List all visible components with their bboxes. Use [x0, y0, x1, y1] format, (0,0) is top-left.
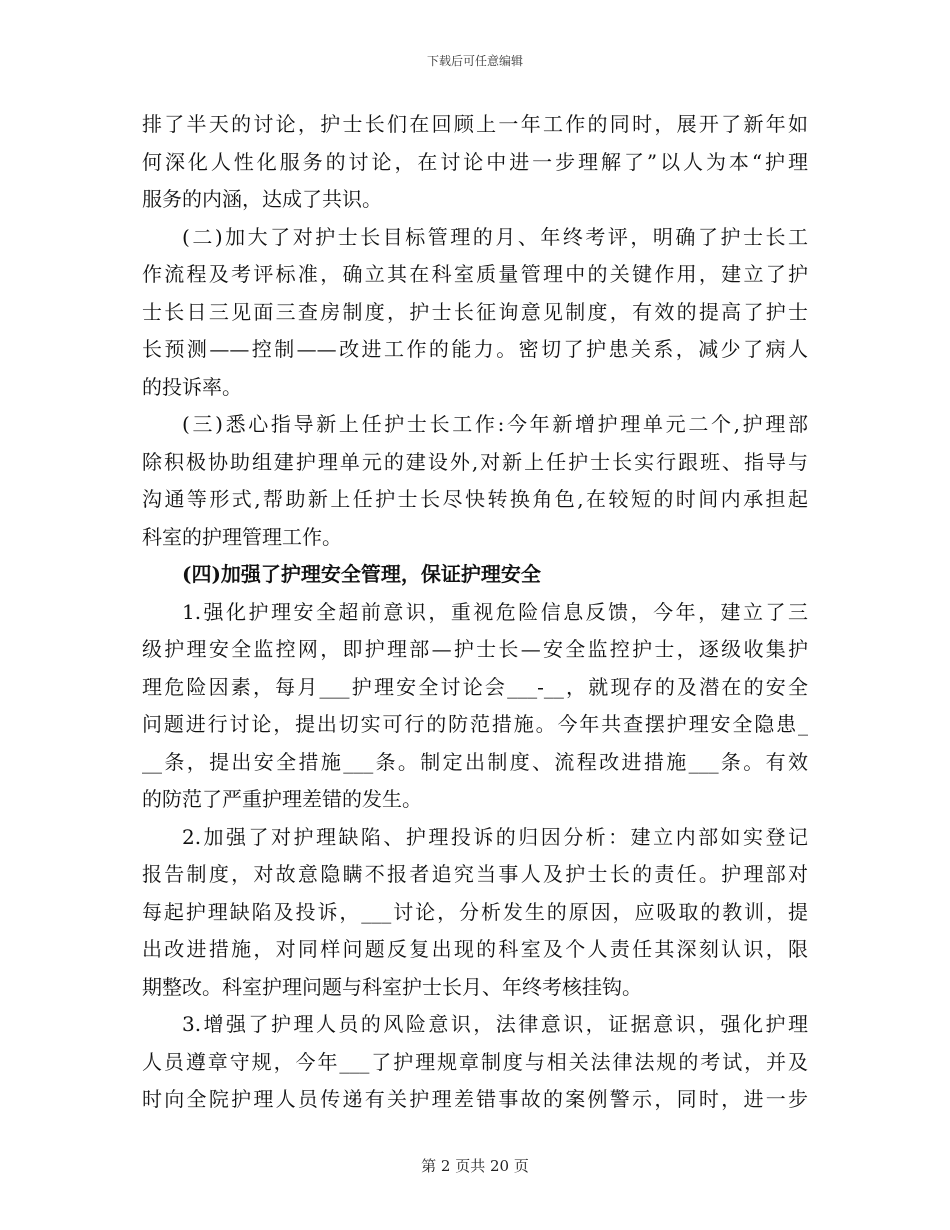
text-line: 2.加强了对护理缺陷、护理投诉的归因分析：建立内部如实登记 [182, 824, 808, 849]
text-line: 级护理安全监控网，即护理部—护士长—安全监控护士，逐级收集护 [142, 637, 808, 661]
text-line: 时向全院护理人员传递有关护理差错事故的案例警示，同时，进一步 [142, 1087, 808, 1111]
text-line: 报告制度，对故意隐瞒不报者追究当事人及护士长的责任。护理部对 [142, 862, 808, 886]
text-line: 服务的内涵，达成了共识。 [142, 187, 382, 211]
text-line: (二)加大了对护士长目标管理的月、年终考评，明确了护士长工 [182, 224, 808, 249]
text-line: 的防范了严重护理差错的发生。 [142, 787, 422, 811]
text-line: 除积极协助组建护理单元的建设外,对新上任护士长实行跟班、指导与 [142, 449, 808, 474]
text-line: (三)悉心指导新上任护士长工作:今年新增护理单元二个,护理部 [182, 412, 808, 436]
text-line: 的投诉率。 [142, 374, 242, 399]
text-line: 每起护理缺陷及投诉，___讨论，分析发生的原因，应吸取的教训，提 [142, 899, 808, 924]
text-line: 排了半天的讨论，护士长们在回顾上一年工作的同时，展开了新年如 [142, 112, 808, 136]
text-line: 期整改。科室护理问题与科室护士长月、年终考核挂钩。 [142, 974, 642, 999]
text-line: 3.增强了护理人员的风险意识，法律意识，证据意识，强化护理 [182, 1012, 808, 1036]
document-body [142, 106, 808, 1119]
text-line: 问题进行讨论，提出切实可行的防范措施。今年共查摆护理安全隐患_ [142, 712, 808, 736]
text-line: 沟通等形式,帮助新上任护士长尽快转换角色,在较短的时间内承担起 [142, 487, 808, 511]
text-line: 何深化人性化服务的讨论，在讨论中进一步理解了”以人为本“护理 [142, 149, 808, 174]
text-line: 士长日三见面三查房制度，护士长征询意见制度，有效的提高了护士 [142, 299, 808, 324]
text-line: 作流程及考评标准，确立其在科室质量管理中的关键作用，建立了护 [142, 262, 808, 286]
page-footer: 第 2 页共 20 页 [421, 1157, 529, 1175]
text-line: 人员遵章守规，今年___了护理规章制度与相关法律法规的考试，并及 [142, 1049, 808, 1074]
text-line: 出改进措施，对同样问题反复出现的科室及个人责任其深刻认识，限 [142, 937, 808, 961]
section-heading: (四)加强了护理安全管理，保证护理安全 [182, 562, 541, 586]
text-line: __条，提出安全措施___条。制定出制度、流程改进措施___条。有效 [142, 749, 808, 774]
text-line: 科室的护理管理工作。 [142, 524, 342, 549]
text-line: 1.强化护理安全超前意识，重视危险信息反馈，今年，建立了三 [182, 599, 808, 624]
text-line: 长预测——控制——改进工作的能力。密切了护患关系，减少了病人 [142, 337, 808, 361]
text-line: 理危险因素，每月___护理安全讨论会___-__，就现存的及潜在的安全 [142, 674, 808, 699]
page-header: 下载后可任意编辑 [426, 54, 523, 68]
